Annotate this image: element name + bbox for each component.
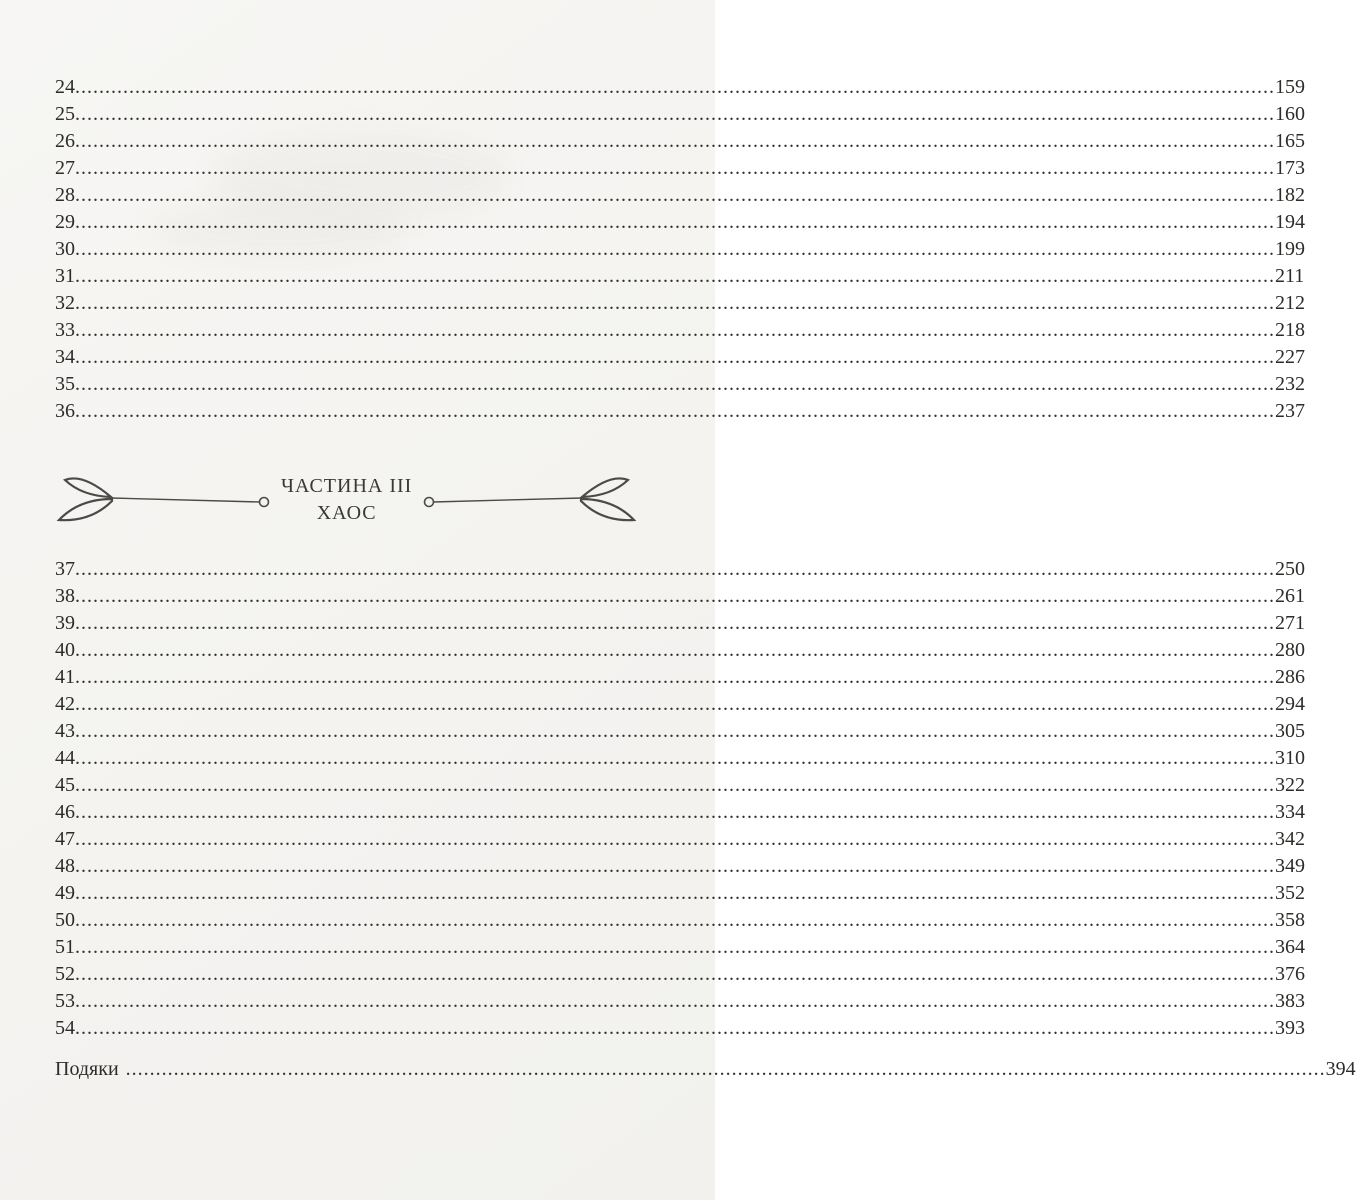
- toc-section-after-divider: [55, 556, 1305, 1042]
- chapter-number: 44: [55, 747, 75, 769]
- acknowledgements-row: [55, 1056, 1356, 1083]
- dot-leader: ........................................................................................................................................................................................................: [75, 130, 1275, 152]
- dot-leader: ........................................................................................................................................................................................................: [75, 346, 1275, 368]
- part-title-block: [273, 473, 420, 527]
- page-number: 294: [1275, 693, 1305, 715]
- chapter-number: 47: [55, 828, 75, 850]
- chapter-number: 52: [55, 963, 75, 985]
- toc-row: [55, 988, 1305, 1015]
- toc-row: [55, 1015, 1305, 1042]
- page-number: 342: [1275, 828, 1305, 850]
- toc-row: [55, 74, 1305, 101]
- toc-row: [55, 853, 1305, 880]
- toc-row: [55, 745, 1305, 772]
- dot-leader: ........................................................................................................................................................................................................: [75, 1017, 1275, 1039]
- dot-leader: ........................................................................................................................................................................................................: [75, 639, 1275, 661]
- dot-leader: ........................................................................................................................................................................................................: [75, 184, 1275, 206]
- toc-row: [55, 101, 1305, 128]
- chapter-number: 54: [55, 1017, 75, 1039]
- dot-leader: ........................................................................................................................................................................................................: [75, 855, 1275, 877]
- page-number: 271: [1275, 612, 1305, 634]
- dot-leader: ........................................................................................................................................................................................................: [75, 909, 1275, 931]
- toc-row: [55, 664, 1305, 691]
- dot-leader: ........................................................................................................................................................................................................: [75, 238, 1275, 260]
- chapter-number: 30: [55, 238, 75, 260]
- page-number: 393: [1275, 1017, 1305, 1039]
- dot-leader: ........................................................................................................................................................................................................: [75, 828, 1275, 850]
- toc-section-before-divider: [55, 74, 1305, 425]
- chapter-number: 29: [55, 211, 75, 233]
- dot-leader: ........................................................................................................................................................................................................: [75, 558, 1275, 580]
- chapter-number: 40: [55, 639, 75, 661]
- page-number: 383: [1275, 990, 1305, 1012]
- chapter-number: 36: [55, 400, 75, 422]
- page-number: 211: [1275, 265, 1305, 287]
- chapter-number: 34: [55, 346, 75, 368]
- toc-row: [55, 610, 1305, 637]
- toc-row: [55, 718, 1305, 745]
- page-number: 173: [1275, 157, 1305, 179]
- dot-leader: ........................................................................................................................................................................................................: [75, 76, 1275, 98]
- chapter-number: 28: [55, 184, 75, 206]
- dot-leader: ........................................................................................................................................................................................................: [75, 265, 1275, 287]
- chapter-number: 27: [55, 157, 75, 179]
- dot-leader: ........................................................................................................................................................................................................: [75, 963, 1275, 985]
- toc-row: [55, 583, 1305, 610]
- page-number: 159: [1275, 76, 1305, 98]
- dot-leader: ........................................................................................................................................................................................................: [75, 801, 1275, 823]
- chapter-number: 37: [55, 558, 75, 580]
- page-number: 322: [1275, 774, 1305, 796]
- part-label: ЧАСТИНА III: [281, 475, 413, 497]
- page-number: 376: [1275, 963, 1305, 985]
- dot-leader: ........................................................................................................................................................................................................: [75, 319, 1275, 341]
- dot-leader: ........................................................................................................................................................................................................: [75, 990, 1275, 1012]
- chapter-number: 41: [55, 666, 75, 688]
- dot-leader: ........................................................................................................................................................................................................: [75, 612, 1275, 634]
- acknowledgements-page-number: 394: [1325, 1058, 1356, 1080]
- toc-row: [55, 128, 1305, 155]
- page-number: 182: [1275, 184, 1305, 206]
- page-number: 218: [1275, 319, 1305, 341]
- chapter-number: 26: [55, 130, 75, 152]
- page-number: 227: [1275, 346, 1305, 368]
- chapter-number: 32: [55, 292, 75, 314]
- leaf-sprig-left-icon: [55, 472, 273, 528]
- page-number: 310: [1275, 747, 1305, 769]
- chapter-number: 51: [55, 936, 75, 958]
- toc-row: [55, 961, 1305, 988]
- chapter-number: 33: [55, 319, 75, 341]
- toc-row: [55, 371, 1305, 398]
- page-number: 160: [1275, 103, 1305, 125]
- dot-leader: ........................................................................................................................................................................................................: [75, 774, 1275, 796]
- chapter-number: 24: [55, 76, 75, 98]
- chapter-number: 46: [55, 801, 75, 823]
- toc-row: [55, 263, 1305, 290]
- chapter-number: 38: [55, 585, 75, 607]
- dot-leader: ........................................................................................................................................................................................................: [75, 400, 1275, 422]
- page-number: 280: [1275, 639, 1305, 661]
- dot-leader: ........................................................................................................................................................................................................: [75, 292, 1275, 314]
- dot-leader: ........................................................................................................................................................................................................: [75, 936, 1275, 958]
- dot-leader: ........................................................................................................................................................................................................: [75, 747, 1275, 769]
- page-number: 261: [1275, 585, 1305, 607]
- page-number: 212: [1275, 292, 1305, 314]
- part-name: ХАОС: [316, 502, 377, 524]
- chapter-number: 42: [55, 693, 75, 715]
- chapter-number: 45: [55, 774, 75, 796]
- dot-leader: ........................................................................................................................................................................................................: [75, 720, 1275, 742]
- page-number: 364: [1275, 936, 1305, 958]
- toc-row: [55, 236, 1305, 263]
- toc-row: [55, 691, 1305, 718]
- dot-leader: ........................................................................................................................................................................................................: [75, 666, 1275, 688]
- dot-leader: ........................................................................................................................................................................................................: [75, 103, 1275, 125]
- page-number: 352: [1275, 882, 1305, 904]
- chapter-number: 50: [55, 909, 75, 931]
- page-number: 358: [1275, 909, 1305, 931]
- part-divider: [55, 465, 638, 535]
- chapter-number: 43: [55, 720, 75, 742]
- dot-leader: ........................................................................................................................................................................................................: [75, 211, 1275, 233]
- toc-row: [55, 290, 1305, 317]
- page-number: 237: [1275, 400, 1305, 422]
- toc-row: [55, 155, 1305, 182]
- page-number: 194: [1275, 211, 1305, 233]
- dot-leader: ........................................................................................................................................................................................................: [125, 1058, 1326, 1080]
- toc-row: [55, 934, 1305, 961]
- toc-row: [55, 772, 1305, 799]
- toc-row: [55, 182, 1305, 209]
- dot-leader: ........................................................................................................................................................................................................: [75, 693, 1275, 715]
- toc-row: [55, 344, 1305, 371]
- page-number: 305: [1275, 720, 1305, 742]
- chapter-number: 49: [55, 882, 75, 904]
- toc-row: [55, 826, 1305, 853]
- dot-leader: ........................................................................................................................................................................................................: [75, 585, 1275, 607]
- page-number: 349: [1275, 855, 1305, 877]
- chapter-number: 25: [55, 103, 75, 125]
- leaf-sprig-right-icon: [420, 472, 638, 528]
- acknowledgements-label: Подяки: [55, 1058, 119, 1080]
- chapter-number: 48: [55, 855, 75, 877]
- chapter-number: 39: [55, 612, 75, 634]
- page-number: 165: [1275, 130, 1305, 152]
- toc-row: [55, 556, 1305, 583]
- toc-row: [55, 209, 1305, 236]
- chapter-number: 35: [55, 373, 75, 395]
- page-number: 250: [1275, 558, 1305, 580]
- toc-row: [55, 799, 1305, 826]
- dot-leader: ........................................................................................................................................................................................................: [75, 157, 1275, 179]
- chapter-number: 31: [55, 265, 75, 287]
- toc-row: [55, 398, 1305, 425]
- toc-row: [55, 317, 1305, 344]
- chapter-number: 53: [55, 990, 75, 1012]
- toc-row: [55, 907, 1305, 934]
- dot-leader: ........................................................................................................................................................................................................: [75, 373, 1275, 395]
- toc-row: [55, 637, 1305, 664]
- toc-row: [55, 880, 1305, 907]
- page-number: 286: [1275, 666, 1305, 688]
- page-number: 334: [1275, 801, 1305, 823]
- page-number: 232: [1275, 373, 1305, 395]
- page-number: 199: [1275, 238, 1305, 260]
- dot-leader: ........................................................................................................................................................................................................: [75, 882, 1275, 904]
